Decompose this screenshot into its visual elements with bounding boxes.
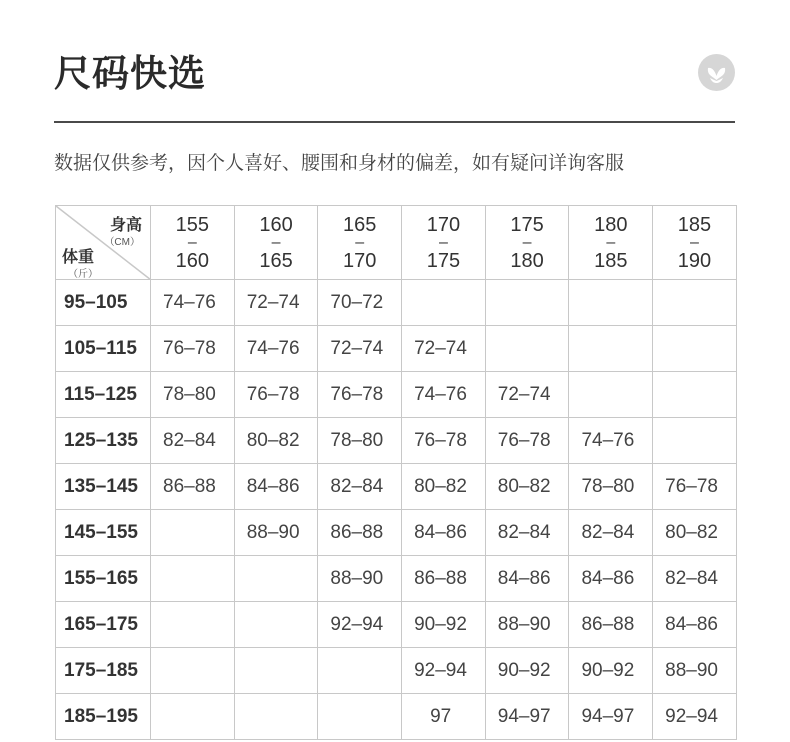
- height-header-cell: [402, 206, 486, 280]
- height-unit: （CM）: [104, 237, 140, 248]
- disclaimer-text: 数据仅供参考，因个人喜好、腰围和身材的偏差，如有疑问详询客服: [54, 152, 625, 174]
- size-cell: 70–72: [318, 280, 402, 326]
- size-cell: [653, 280, 737, 326]
- weight-label: 体重: [62, 249, 95, 266]
- size-cell: [402, 280, 486, 326]
- size-cell: 74–76: [151, 280, 235, 326]
- size-cell: 76–78: [402, 418, 486, 464]
- height-to: 185: [594, 249, 628, 272]
- size-cell: 74–76: [569, 418, 653, 464]
- weight-range-cell: 135–145: [56, 464, 151, 510]
- table-row: [56, 464, 737, 510]
- size-cell: [151, 602, 235, 648]
- size-cell: 92–94: [653, 694, 737, 740]
- height-header-cell: [569, 206, 653, 280]
- size-cell: 82–84: [318, 464, 402, 510]
- table-row: [56, 326, 737, 372]
- size-cell: 88–90: [485, 602, 569, 648]
- size-cell: 84–86: [569, 556, 653, 602]
- height-header-cell: [485, 206, 569, 280]
- size-cell: 74–76: [402, 372, 486, 418]
- size-cell: 72–74: [318, 326, 402, 372]
- height-from: 180: [594, 213, 628, 236]
- size-chart-table: [55, 205, 737, 740]
- size-cell: 84–86: [653, 602, 737, 648]
- size-cell: 88–90: [318, 556, 402, 602]
- size-cell: [569, 372, 653, 418]
- size-cell: [653, 418, 737, 464]
- size-cell: 92–94: [318, 602, 402, 648]
- height-to: 160: [175, 249, 210, 272]
- size-cell: [485, 280, 569, 326]
- size-cell: 82–84: [653, 556, 737, 602]
- table-row: [56, 510, 737, 556]
- size-cell: 88–90: [234, 510, 318, 556]
- table-row: [56, 602, 737, 648]
- size-cell: 78–80: [151, 372, 235, 418]
- height-to: 165: [259, 249, 293, 272]
- size-cell: [569, 280, 653, 326]
- height-header-cell: [234, 206, 318, 280]
- table-row: [56, 418, 737, 464]
- size-cell: 72–74: [234, 280, 318, 326]
- size-cell: 92–94: [402, 648, 486, 694]
- size-cell: [485, 326, 569, 372]
- size-cell: 90–92: [485, 648, 569, 694]
- height-to: 190: [677, 249, 712, 272]
- size-cell: 90–92: [402, 602, 486, 648]
- height-to: 170: [343, 249, 377, 272]
- size-cell: 80–82: [653, 510, 737, 556]
- header-row: [56, 206, 737, 280]
- size-cell: 82–84: [151, 418, 235, 464]
- size-cell: 76–78: [653, 464, 737, 510]
- size-cell: [234, 694, 318, 740]
- size-cell: [653, 326, 737, 372]
- size-cell: 74–76: [234, 326, 318, 372]
- height-separator: –: [606, 233, 616, 251]
- size-cell: 84–86: [402, 510, 486, 556]
- size-cell: [318, 648, 402, 694]
- height-from: 170: [426, 213, 461, 236]
- table-row: [56, 694, 737, 740]
- size-cell: [151, 694, 235, 740]
- size-cell: 76–78: [234, 372, 318, 418]
- size-cell: [569, 326, 653, 372]
- height-separator: –: [355, 233, 365, 251]
- height-separator: –: [187, 233, 197, 251]
- height-from: 155: [175, 213, 210, 236]
- table-row: [56, 556, 737, 602]
- size-cell: 80–82: [402, 464, 486, 510]
- size-cell: 82–84: [569, 510, 653, 556]
- height-header-cell: [318, 206, 402, 280]
- height-from: 165: [343, 213, 377, 236]
- title-divider: [54, 121, 735, 123]
- size-cell: [234, 556, 318, 602]
- size-cell: 78–80: [569, 464, 653, 510]
- size-cell: 94–97: [569, 694, 653, 740]
- size-cell: 76–78: [485, 418, 569, 464]
- weight-range-cell: 125–135: [56, 418, 151, 464]
- butterfly-icon: [698, 54, 735, 91]
- weight-range-cell: 165–175: [56, 602, 151, 648]
- size-cell: [234, 648, 318, 694]
- height-from: 185: [677, 213, 712, 236]
- size-cell: 78–80: [318, 418, 402, 464]
- height-separator: –: [522, 233, 532, 251]
- page-title: 尺码快选: [54, 52, 206, 95]
- size-cell: 97: [402, 694, 486, 740]
- size-cell: 80–82: [485, 464, 569, 510]
- table-row: [56, 648, 737, 694]
- size-cell: 86–88: [318, 510, 402, 556]
- size-cell: 72–74: [402, 326, 486, 372]
- size-cell: [151, 556, 235, 602]
- height-from: 175: [510, 213, 544, 236]
- weight-unit: （斤）: [68, 269, 98, 280]
- weight-range-cell: 185–195: [56, 694, 151, 740]
- weight-range-cell: 175–185: [56, 648, 151, 694]
- size-cell: 72–74: [485, 372, 569, 418]
- table-row: [56, 280, 737, 326]
- height-label: 身高: [109, 217, 142, 234]
- size-cell: 88–90: [653, 648, 737, 694]
- height-header-cell: [653, 206, 737, 280]
- height-from: 160: [259, 213, 293, 236]
- size-cell: 86–88: [569, 602, 653, 648]
- height-separator: –: [438, 233, 448, 251]
- size-cell: 82–84: [485, 510, 569, 556]
- size-cell: 84–86: [485, 556, 569, 602]
- table-row: [56, 372, 737, 418]
- weight-range-cell: 155–165: [56, 556, 151, 602]
- weight-range-cell: 145–155: [56, 510, 151, 556]
- size-cell: 76–78: [151, 326, 235, 372]
- height-separator: –: [690, 233, 699, 251]
- size-cell: [653, 372, 737, 418]
- size-cell: [234, 602, 318, 648]
- size-cell: 76–78: [318, 372, 402, 418]
- height-separator: –: [271, 233, 281, 251]
- height-to: 175: [426, 249, 461, 272]
- height-header-cell: [151, 206, 235, 280]
- size-cell: 84–86: [234, 464, 318, 510]
- size-cell: 80–82: [234, 418, 318, 464]
- weight-range-cell: 105–115: [56, 326, 151, 372]
- size-cell: [151, 510, 235, 556]
- weight-range-cell: 115–125: [56, 372, 151, 418]
- size-cell: 90–92: [569, 648, 653, 694]
- size-cell: 86–88: [151, 464, 235, 510]
- weight-range-cell: 95–105: [56, 280, 151, 326]
- size-cell: 86–88: [402, 556, 486, 602]
- corner-cell: [56, 206, 151, 280]
- size-cell: 94–97: [485, 694, 569, 740]
- size-cell: [151, 648, 235, 694]
- height-to: 180: [510, 249, 544, 272]
- size-cell: [318, 694, 402, 740]
